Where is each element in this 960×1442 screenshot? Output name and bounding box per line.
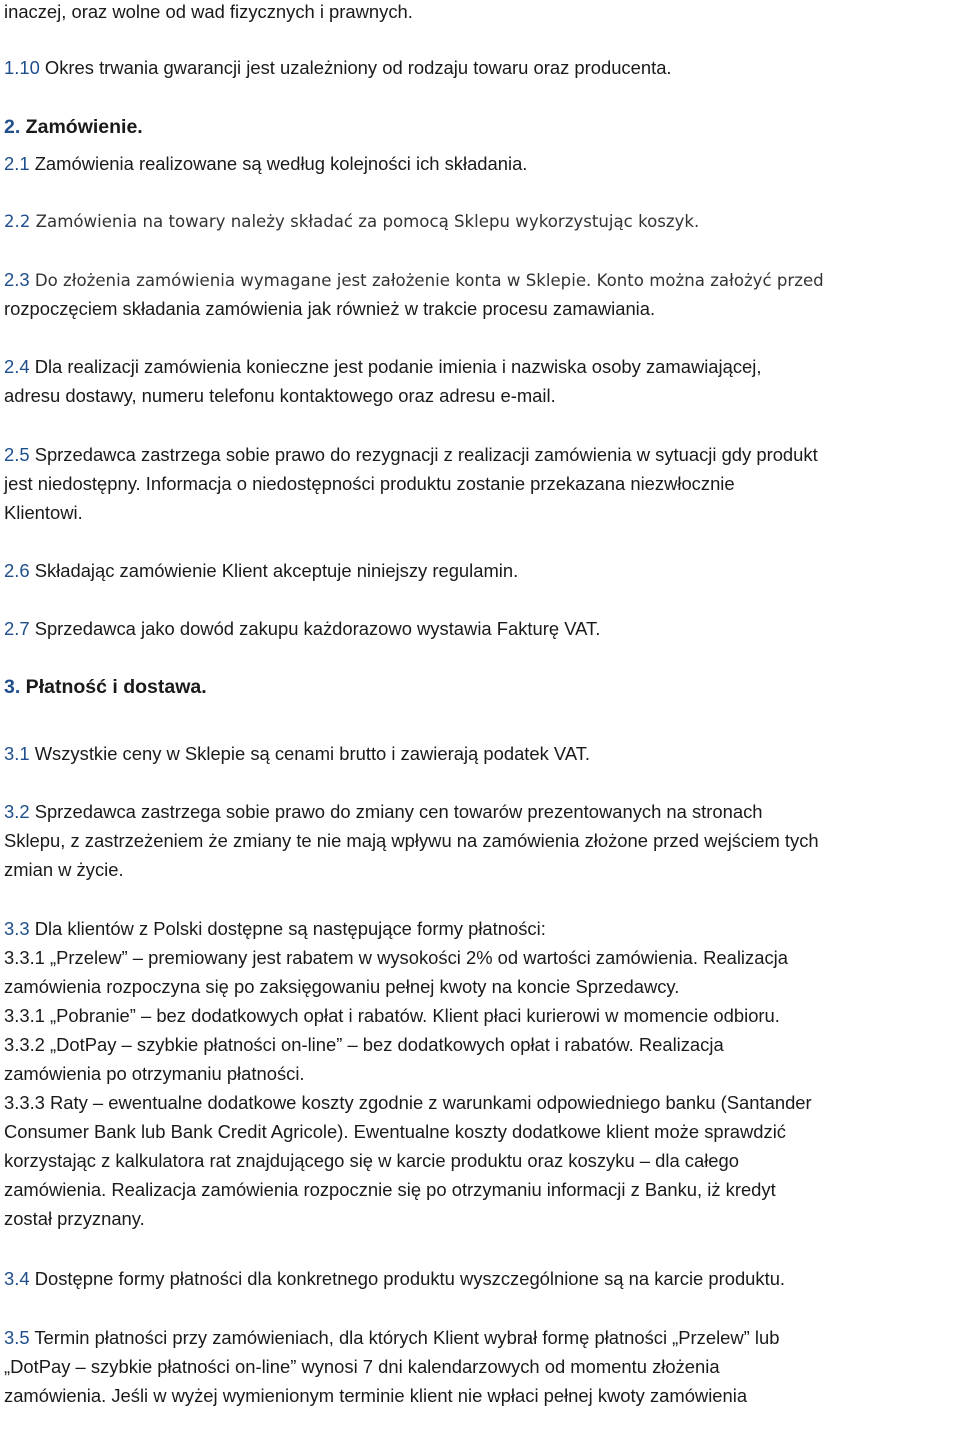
- text-line-content: Wszystkie ceny w Sklepie są cenami brutto i zawierają podatek VAT.: [29, 743, 591, 764]
- text-line-content: Sprzedawca jako dowód zakupu każdorazowo wystawia Fakturę VAT.: [29, 618, 601, 639]
- section-number: 3.3: [4, 918, 30, 939]
- text-line: [4, 352, 958, 381]
- text-line-content: Dla klientów z Polski dostępne są następujące formy płatności:: [29, 918, 546, 939]
- text-line: [4, 556, 958, 585]
- text-line: [4, 1323, 958, 1352]
- text-line: adresu dostawy, numeru telefonu kontaktowego oraz adresu e-mail.: [4, 385, 556, 406]
- text-line: zamówienia po otrzymaniu płatności.: [4, 1063, 305, 1084]
- text-line: „DotPay – szybkie płatności on-line” wynosi 7 dni kalendarzowych od momentu złożenia: [4, 1356, 720, 1377]
- text-line-content: Sprzedawca zastrzega sobie prawo do zmiany cen towarów prezentowanych na stronach: [29, 801, 763, 822]
- section-number: 2.4: [4, 356, 30, 377]
- paragraph-2-7: [4, 614, 958, 643]
- paragraph-3-2: [4, 797, 958, 884]
- text-line-content: Zamówienia na towary należy składać za pomocą Sklepu wykorzystując koszyk.: [30, 212, 700, 231]
- paragraph-3-3: [4, 914, 958, 1233]
- paragraph-2-2: [4, 207, 958, 236]
- paragraph-2-6: [4, 556, 958, 585]
- section-number: 1.10: [4, 57, 40, 78]
- text-line-content: Zamówienia realizowane są według kolejności ich składania.: [29, 153, 528, 174]
- text-line: [4, 265, 958, 294]
- section-number: 3.5: [4, 1327, 30, 1348]
- section-number: 3.4: [4, 1268, 30, 1289]
- text-line: [4, 914, 958, 943]
- text-line: zmian w życie.: [4, 859, 124, 880]
- text-line: rozpoczęciem składania zamówienia jak również w trakcie procesu zamawiania.: [4, 298, 656, 319]
- section-number: 2.1: [4, 153, 30, 174]
- heading-line: [4, 113, 958, 142]
- paragraph-3-5: [4, 1323, 958, 1410]
- text-line-content: Termin płatności przy zamówieniach, dla których Klient wybrał formę płatności „Przelew” lub: [29, 1327, 780, 1348]
- text-line-content: Składając zamówienie Klient akceptuje niniejszy regulamin.: [29, 560, 519, 581]
- text-line: Consumer Bank lub Bank Credit Agricole). Ewentualne koszty dodatkowe klient może sprawdzić: [4, 1121, 786, 1142]
- text-line-content: Sprzedawca zastrzega sobie prawo do rezygnacji z realizacji zamówienia w sytuacji gdy produkt: [29, 444, 818, 465]
- text-line: [4, 1264, 958, 1293]
- text-line-content: Dla realizacji zamówienia konieczne jest podanie imienia i nazwiska osoby zamawiającej,: [29, 356, 762, 377]
- section-number: 2.3: [4, 269, 30, 290]
- text-line: zamówienia rozpoczyna się po zaksięgowaniu pełnej kwoty na koncie Sprzedawcy.: [4, 976, 680, 997]
- text-line: [4, 149, 958, 178]
- text-line: [4, 440, 958, 469]
- section-heading-2: [4, 113, 958, 142]
- section-number: 2.2: [4, 212, 31, 231]
- text-line: inaczej, oraz wolne od wad fizycznych i prawnych.: [4, 1, 413, 22]
- text-line-content: Do złożenia zamówienia wymagane jest założenie konta w Sklepie. Konto można założyć przed: [29, 271, 824, 290]
- text-line: Sklepu, z zastrzeżeniem że zmiany te nie mają wpływu na zamówienia złożone przed wejściem tych: [4, 830, 819, 851]
- heading-text: Płatność i dostawa.: [20, 676, 207, 698]
- text-line-content: Okres trwania gwarancji jest uzależniony od rodzaju towaru oraz producenta.: [39, 57, 672, 78]
- section-number: 2.7: [4, 618, 30, 639]
- paragraph-3-4: [4, 1264, 958, 1293]
- section-number: 3.2: [4, 801, 30, 822]
- text-line: Klientowi.: [4, 502, 83, 523]
- section-number: 2.6: [4, 560, 30, 581]
- text-line: został przyznany.: [4, 1208, 145, 1229]
- text-line: [4, 53, 958, 82]
- text-line: korzystając z kalkulatora rat znajdującego się w karcie produktu oraz koszyku – dla całego: [4, 1150, 739, 1171]
- text-line: [4, 614, 958, 643]
- text-line: [4, 797, 958, 826]
- text-line: zamówienia. Jeśli w wyżej wymienionym terminie klient nie wpłaci pełnej kwoty zamówienia: [4, 1385, 748, 1406]
- text-line: jest niedostępny. Informacja o niedostępności produktu zostanie przekazana niezwłocznie: [4, 473, 735, 494]
- text-line: 3.3.1 „Przelew” – premiowany jest rabatem w wysokości 2% od wartości zamówienia. Realizacja: [4, 947, 788, 968]
- text-line-content: Dostępne formy płatności dla konkretnego produktu wyszczególnione są na karcie produktu.: [29, 1268, 786, 1289]
- section-number: 3.1: [4, 743, 30, 764]
- heading-text: Zamówienie.: [20, 116, 143, 138]
- text-line: 3.3.1 „Pobranie” – bez dodatkowych opłat i rabatów. Klient płaci kurierowi w momencie odbioru.: [4, 1005, 780, 1026]
- paragraph-2-5: [4, 440, 958, 527]
- text-line: 3.3.3 Raty – ewentualne dodatkowe koszty zgodnie z warunkami odpowiedniego banku (Santander: [4, 1092, 812, 1113]
- paragraph-3-1: [4, 739, 958, 768]
- section-number: 3.: [4, 676, 21, 698]
- heading-line: [4, 673, 958, 702]
- section-heading-3: [4, 673, 958, 702]
- paragraph-1-10: [4, 53, 958, 82]
- paragraph-2-3: [4, 265, 958, 323]
- section-number: 2.5: [4, 444, 30, 465]
- text-line: [4, 739, 958, 768]
- text-line: [4, 207, 958, 236]
- paragraph-2-4: [4, 352, 958, 410]
- paragraph-warranty-end: [4, 0, 958, 26]
- text-line: zamówienia. Realizacja zamówienia rozpocznie się po otrzymaniu informacji z Banku, iż kredyt: [4, 1179, 776, 1200]
- text-line: 3.3.2 „DotPay – szybkie płatności on-line” – bez dodatkowych opłat i rabatów. Realizacja: [4, 1034, 724, 1055]
- paragraph-2-1: [4, 149, 958, 178]
- section-number: 2.: [4, 116, 21, 138]
